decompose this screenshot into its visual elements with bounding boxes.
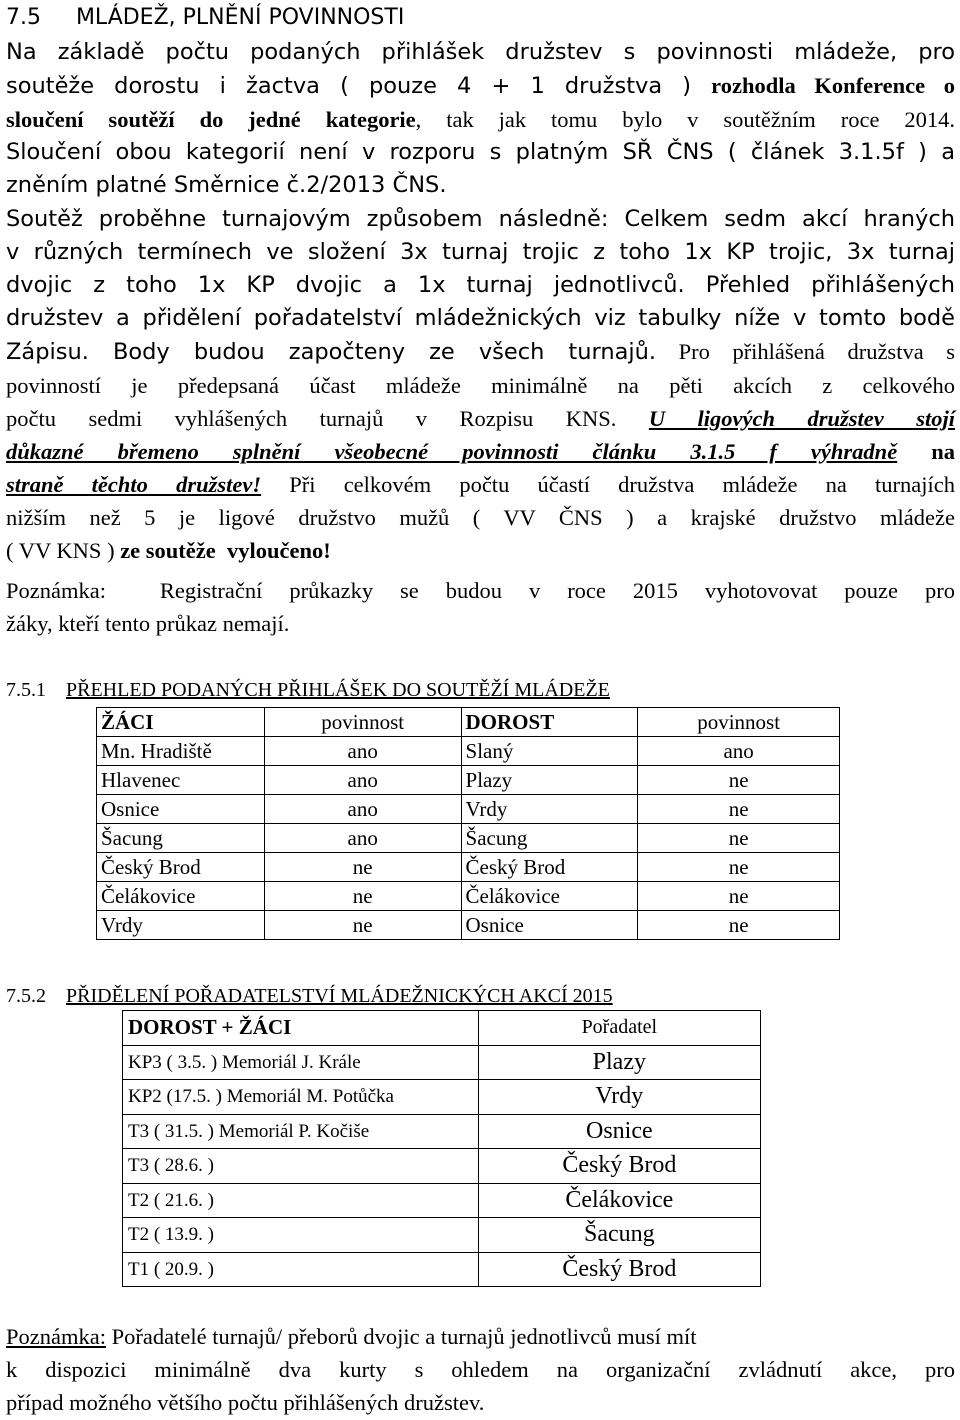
text-line: straně těchto družstev! Při celkovém počtu účastí družstva mládeže na turnajích xyxy=(6,472,956,497)
text-line: družstev a přidělení pořadatelství mládežnických viz tabulky níže v tomto bodě xyxy=(6,305,955,331)
text-line: ( VV KNS ) ze soutěže vyloučeno! xyxy=(6,538,331,563)
text-line: k dispozici minimálně dva kurty s ohledem na organizační zvládnutí akce, pro xyxy=(6,1357,955,1382)
header-cell: povinnost xyxy=(264,708,461,737)
table-row: T1 ( 20.9. ) Český Brod xyxy=(123,1252,761,1287)
table-row: Český Brod ne Český Brod ne xyxy=(97,853,840,882)
text-line: důkazné břemeno splnění všeobecné povinnosti článku 3.1.5 f výhradně na xyxy=(6,439,956,464)
subsection-heading: 7.5.2 PŘIDĚLENÍ POŘADATELSTVÍ MLÁDEŽNICKÝCH AKCÍ 2015 xyxy=(6,985,613,1007)
text-line: dvojic z toho 1x KP dvojic a 1x turnaj jednotlivců. Přehled přihlášených xyxy=(6,272,955,298)
text-line: Poznámka: Registrační průkazky se budou v roce 2015 vyhotovovat pouze pro xyxy=(6,578,955,603)
subsection-heading: 7.5.1 PŘEHLED PODANÝCH PŘIHLÁŠEK DO SOUTĚŽÍ MLÁDEŽE xyxy=(6,679,610,701)
table-row: KP3 ( 3.5. ) Memoriál J. Krále Plazy xyxy=(123,1045,761,1080)
table-row: Čelákovice ne Čelákovice ne xyxy=(97,882,840,911)
organizers-table xyxy=(122,1010,761,1287)
section-heading: 7.5 MLÁDEŽ, PLNĚNÍ POVINNOSTI xyxy=(6,5,405,30)
header-cell: DOROST + ŽÁCI xyxy=(123,1011,479,1046)
text-line: sloučení soutěží do jedné kategorie, tak jak tomu bylo v soutěžním roce 2014. xyxy=(6,107,955,132)
header-cell: Pořadatel xyxy=(478,1011,760,1046)
table-row: Mn. Hradiště ano Slaný ano xyxy=(97,737,840,766)
table-header-row xyxy=(97,708,840,737)
table-row: KP2 (17.5. ) Memoriál M. Potůčka Vrdy xyxy=(123,1080,761,1115)
table-row: Vrdy ne Osnice ne xyxy=(97,911,840,940)
note-label: Poznámka: xyxy=(6,1324,106,1349)
text-line: Na základě počtu podaných přihlášek družstev s povinnosti mládeže, pro xyxy=(6,39,955,65)
table-row: T2 ( 13.9. ) Šacung xyxy=(123,1218,761,1253)
text-line: nižším než 5 je ligové družstvo mužů ( VV ČNS ) a krajské družstvo mládeže xyxy=(6,505,955,530)
header-cell: povinnost xyxy=(638,708,840,737)
table-row: T2 ( 21.6. ) Čelákovice xyxy=(123,1183,761,1218)
table-header-row xyxy=(123,1011,761,1046)
closing-note xyxy=(6,1320,955,1419)
table-row: Hlavenec ano Plazy ne xyxy=(97,766,840,795)
text-line: Sloučení obou kategorií není v rozporu s platným SŘ ČNS ( článek 3.1.5f ) a xyxy=(6,139,955,165)
text-line: počtu sedmi vyhlášených turnajů v Rozpisu KNS. U ligových družstev stojí xyxy=(6,406,955,431)
table-row: T3 ( 28.6. ) Český Brod xyxy=(123,1149,761,1184)
header-cell: DOROST xyxy=(461,708,638,737)
text-line: povinností je předepsaná účast mládeže minimálně na pěti akcích z celkového xyxy=(6,373,955,398)
text-line: Zápisu. Body budou započteny ze všech turnajů. Pro přihlášená družstva s xyxy=(6,339,955,365)
text-line: případ možného většího počtu přihlášených družstev. xyxy=(6,1390,485,1415)
header-cell: ŽÁCI xyxy=(97,708,265,737)
text-line: žáky, kteří tento průkaz nemají. xyxy=(6,611,290,636)
text-line: Soutěž proběhne turnajovým způsobem následně: Celkem sedm akcí hraných xyxy=(6,206,955,232)
applications-table xyxy=(96,707,840,940)
paragraph-registration-note xyxy=(6,574,955,640)
table-row: Šacung ano Šacung ne xyxy=(97,824,840,853)
paragraph-merger xyxy=(6,36,955,202)
text-line: zněním platné Směrnice č.2/2013 ČNS. xyxy=(6,172,447,198)
table-row: T3 ( 31.5. ) Memoriál P. Kočiše Osnice xyxy=(123,1114,761,1149)
text-line: Poznámka: Pořadatelé turnajů/ přeborů dvojic a turnajů jednotlivců musí mít xyxy=(6,1324,697,1349)
table-row: Osnice ano Vrdy ne xyxy=(97,795,840,824)
text-line: soutěže dorostu i žactva ( pouze 4 + 1 družstva ) rozhodla Konference o xyxy=(6,73,955,99)
text-line: v různých termínech ve složení 3x turnaj trojic z toho 1x KP trojic, 3x turnaj xyxy=(6,239,955,265)
paragraph-tournament-rules xyxy=(6,203,955,567)
